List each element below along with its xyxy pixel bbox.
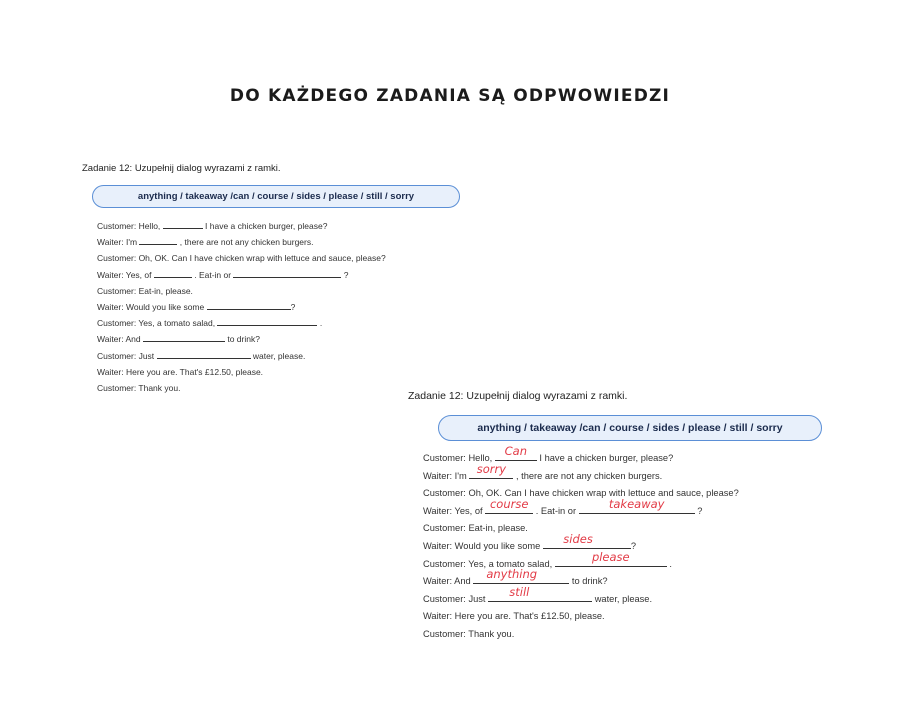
handwritten-answer: please	[591, 549, 630, 564]
answer-blank[interactable]	[157, 349, 251, 359]
dialog-lines	[423, 444, 739, 644]
answer-blank[interactable]	[163, 219, 203, 229]
dialog-line	[97, 234, 386, 250]
line-text: Waiter: And	[97, 334, 143, 345]
line-text: Waiter: Here you are. That's £12.50, please.	[423, 611, 605, 622]
answer-blank[interactable]	[143, 332, 225, 342]
line-text: Waiter: And	[423, 576, 474, 587]
dialog-line	[97, 250, 386, 266]
page-title: DO KAŻDEGO ZADANIA SĄ ODPWOWIEDZI	[229, 86, 671, 106]
line-text: ?	[694, 505, 703, 516]
word-box: anything / takeaway /can / course / sides / please / still / sorry	[438, 415, 822, 441]
dialog-line	[423, 496, 739, 521]
answer-blank[interactable]	[469, 461, 513, 479]
line-text: Customer: Thank you.	[97, 382, 181, 393]
line-text: Customer: Yes, a tomato salad,	[97, 318, 218, 329]
line-text: Customer: Oh, OK. Can I have chicken wrap with lettuce and sauce, please?	[97, 253, 386, 264]
line-text: Customer: Hello,	[423, 453, 495, 463]
line-text: water, please.	[592, 593, 653, 604]
answer-blank[interactable]	[555, 549, 667, 567]
handwritten-answer: anything	[486, 567, 538, 582]
dialog-line	[97, 267, 386, 283]
line-text: I have a chicken burger, please?	[202, 221, 328, 231]
line-text: Customer: Eat-in, please.	[97, 285, 193, 296]
dialog-line	[423, 531, 739, 556]
line-text: I have a chicken burger, please?	[536, 453, 674, 463]
line-text: Customer: Just	[97, 350, 157, 361]
line-text: Customer: Yes, a tomato salad,	[423, 558, 555, 569]
line-text: .	[317, 318, 323, 329]
line-text: , there are not any chicken burgers.	[513, 470, 663, 481]
answer-blank[interactable]	[233, 268, 341, 278]
line-text: Waiter: Would you like some	[423, 540, 543, 551]
line-text: , there are not any chicken burgers.	[177, 237, 314, 248]
line-text: Customer: Eat-in, please.	[423, 523, 528, 534]
dialog-line	[423, 549, 739, 574]
handwritten-answer: still	[509, 584, 530, 599]
exercise-blank	[82, 163, 415, 393]
answer-blank[interactable]	[207, 300, 291, 310]
dialog-lines	[97, 218, 386, 396]
line-text: Waiter: Here you are. That's £12.50, please.	[97, 366, 264, 377]
handwritten-answer: Can	[504, 444, 528, 458]
exercise-instruction: Zadanie 12: Uzupełnij dialog wyrazami z ramki.	[408, 390, 628, 402]
dialog-line	[97, 380, 386, 396]
line-text: to drink?	[224, 334, 260, 345]
line-text: Waiter: I'm	[97, 237, 140, 248]
answer-blank[interactable]	[495, 444, 537, 461]
line-text: Waiter: Yes, of	[423, 505, 486, 516]
exercise-answered	[408, 390, 783, 639]
dialog-line	[423, 461, 739, 486]
handwritten-answer: sides	[563, 531, 593, 546]
answer-blank[interactable]	[217, 316, 317, 326]
answer-blank[interactable]	[579, 496, 695, 514]
answer-blank[interactable]	[485, 496, 533, 514]
dialog-line	[97, 364, 386, 380]
handwritten-answer: sorry	[476, 461, 507, 476]
dialog-line	[423, 567, 739, 591]
answer-blank[interactable]	[543, 531, 631, 549]
dialog-line	[423, 608, 739, 626]
line-text: Waiter: Yes, of	[97, 269, 154, 280]
answer-blank[interactable]	[488, 584, 592, 602]
dialog-line	[423, 584, 739, 609]
answer-blank[interactable]	[154, 268, 192, 278]
line-text: . Eat-in or	[533, 505, 579, 516]
line-text: ?	[290, 301, 296, 312]
answer-blank[interactable]	[473, 567, 569, 584]
line-text: Customer: Hello,	[97, 221, 163, 231]
dialog-line	[97, 348, 386, 364]
line-text: Waiter: I'm	[423, 470, 470, 481]
handwritten-answer: course	[489, 496, 529, 511]
dialog-line	[97, 283, 386, 299]
line-text: . Eat-in or	[191, 269, 234, 280]
line-text: ?	[341, 269, 349, 280]
line-text: to drink?	[569, 576, 608, 587]
line-text: ?	[630, 540, 637, 551]
dialog-line	[423, 626, 739, 644]
dialog-line	[97, 331, 386, 347]
line-text: Customer: Oh, OK. Can I have chicken wrap with lettuce and sauce, please?	[423, 488, 739, 499]
line-text: Waiter: Would you like some	[97, 301, 207, 312]
word-box: anything / takeaway /can / course / sides / please / still / sorry	[92, 185, 460, 208]
line-text: water, please.	[250, 350, 306, 361]
line-text: Customer: Just	[423, 593, 489, 604]
dialog-line	[97, 218, 386, 234]
exercise-instruction: Zadanie 12: Uzupełnij dialog wyrazami z ramki.	[82, 163, 281, 174]
dialog-line	[423, 485, 739, 503]
dialog-line	[97, 299, 386, 315]
handwritten-answer: takeaway	[608, 496, 665, 511]
dialog-line	[97, 315, 386, 331]
line-text: Customer: Thank you.	[423, 628, 515, 639]
answer-blank[interactable]	[139, 235, 177, 245]
dialog-line	[423, 444, 739, 468]
line-text: .	[666, 558, 672, 569]
